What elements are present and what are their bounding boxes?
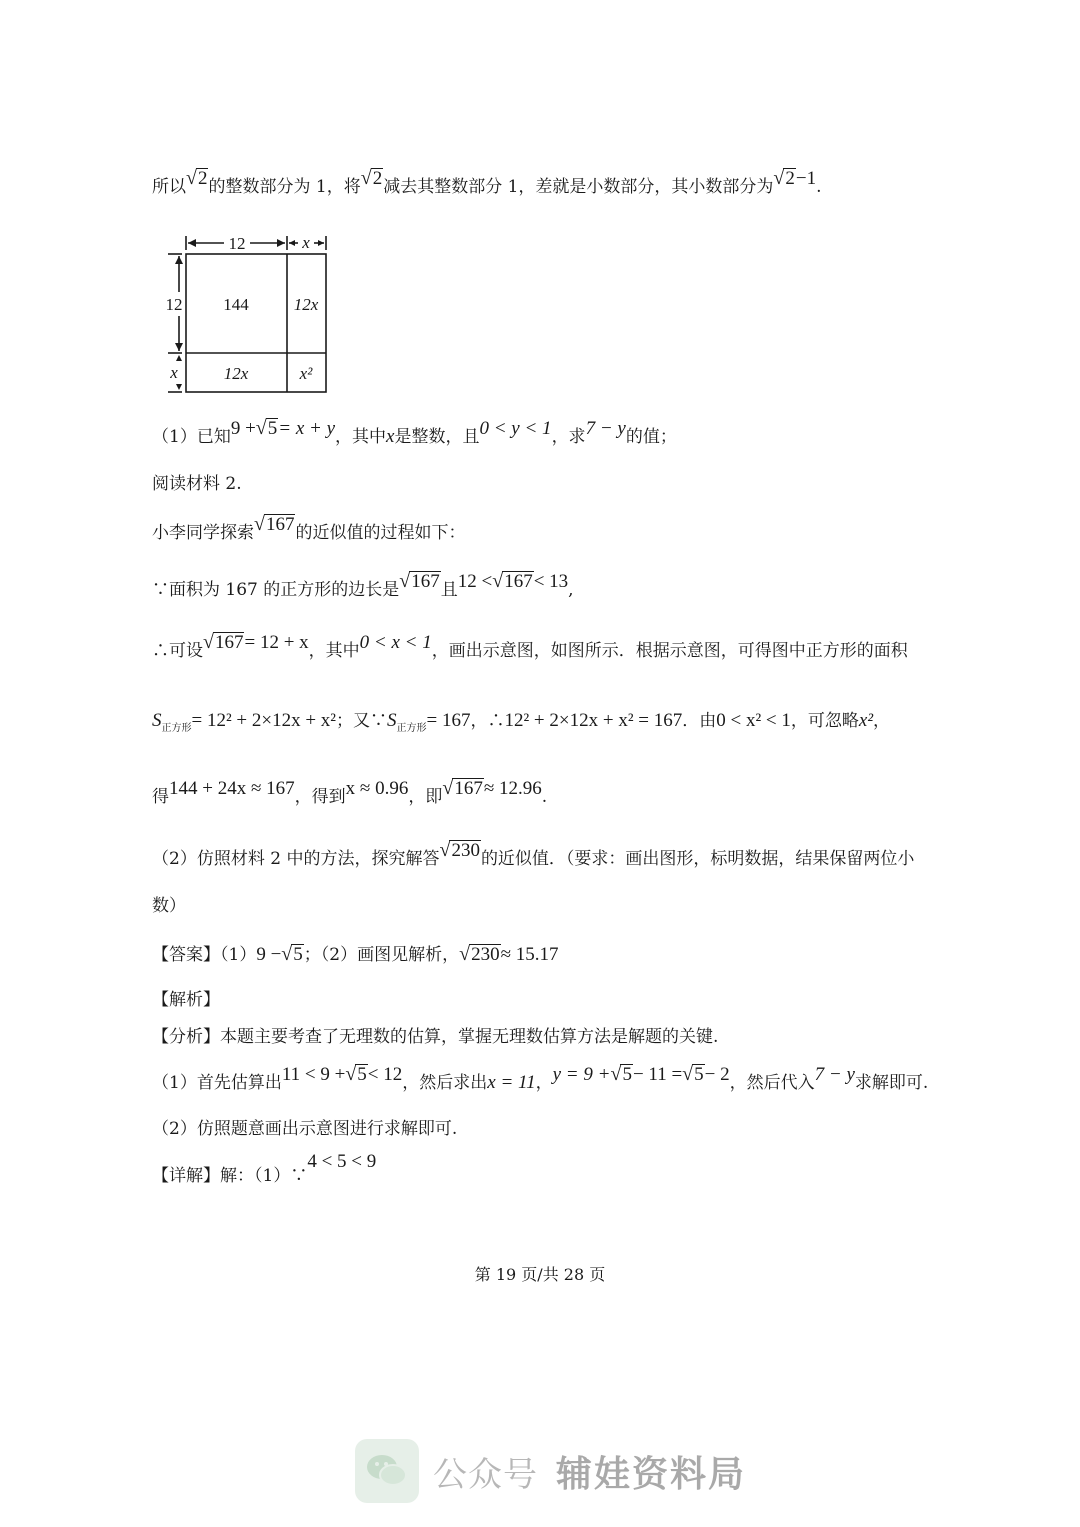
text-line-8 xyxy=(152,777,548,808)
text: 【答案】（1） xyxy=(152,945,257,965)
math-approx-expr: 144 + 24x ≈ 167 xyxy=(169,778,295,799)
arrow-head xyxy=(188,239,196,247)
math-x-approx: x ≈ 0.96 xyxy=(345,778,409,799)
arrow-head xyxy=(176,384,182,390)
math-equation: 9 +√5= x + y xyxy=(230,417,336,439)
text-line-13: 【分析】本题主要考查了无理数的估算，掌握无理数估算方法是解题的关键. xyxy=(152,1027,719,1047)
text: . xyxy=(541,787,548,807)
arrow-head xyxy=(175,256,183,264)
text: , xyxy=(568,580,574,600)
arrow-head xyxy=(289,240,295,246)
text: ；又∵ xyxy=(336,711,388,731)
math-area-expr: = 12² + 2×12x + x² xyxy=(191,710,337,731)
wechat-icon xyxy=(355,1439,419,1503)
text-line-14 xyxy=(152,1063,929,1094)
cell-12x-top: 12x xyxy=(293,295,319,314)
label-top-12: 12 xyxy=(228,234,246,253)
text: ，画出示意图，如图所示．根据示意图，可得图中正方形的面积 xyxy=(431,641,908,661)
page-number: 第 19 页/共 28 页 xyxy=(474,1265,606,1284)
text: ，然后代入 xyxy=(729,1073,815,1093)
text: ，可忽略 xyxy=(790,711,859,731)
text: （1）已知 xyxy=(152,427,231,447)
math-sqrt2: √2 xyxy=(360,167,383,189)
math-sqrt167: √167 xyxy=(254,513,295,535)
math-x-eq-11: x = 11 xyxy=(487,1072,536,1093)
text-line-6 xyxy=(152,631,908,662)
watermark-name: 辅娃资料局 xyxy=(556,1453,747,1495)
watermark xyxy=(355,1438,746,1504)
cell-12x-bottom: 12x xyxy=(223,364,249,383)
text: 求解即可. xyxy=(854,1073,929,1093)
math-x-range: 0 < x < 1 xyxy=(359,632,432,653)
label-side-12: 12 xyxy=(165,295,183,314)
text: 的近似值的过程如下： xyxy=(295,523,466,543)
text-line-5 xyxy=(152,570,574,601)
text: （2）仿照材料 2 中的方法，探究解答 xyxy=(152,849,440,869)
arrow-head xyxy=(176,355,182,361)
text: ， xyxy=(873,711,891,731)
text-line-2 xyxy=(152,417,677,448)
label-side-x: x xyxy=(170,363,178,382)
cell-144: 144 xyxy=(223,295,249,314)
cell-x2: x² xyxy=(299,364,313,383)
math-estimate: 11 < 9 +√5< 12 xyxy=(281,1063,403,1085)
arrow-head xyxy=(175,343,183,351)
text-line-7 xyxy=(152,711,890,734)
text: 是整数，且 xyxy=(394,427,480,447)
text-line-15: （2）仿照题意画出示意图进行求解即可. xyxy=(152,1119,458,1139)
math-sqrt167: √167 xyxy=(399,570,440,592)
math-answer-2: √230≈ 15.17 xyxy=(459,943,559,965)
math-sqrt230: √230 xyxy=(439,839,480,861)
math-x: x xyxy=(386,426,395,447)
math-sqrt2: √2 xyxy=(186,167,208,189)
text-line-4 xyxy=(152,513,466,544)
text: ，其中 xyxy=(335,427,387,447)
text: 得 xyxy=(152,787,169,807)
text: ；（2）画图见解析， xyxy=(303,945,460,965)
math-x2-range: 0 < x² < 1 xyxy=(716,710,791,731)
math-7-minus-y: 7 − y xyxy=(585,418,626,439)
text: ，其中 xyxy=(308,641,360,661)
text-line-3: 阅读材料 2. xyxy=(152,474,242,494)
math-x2: x² xyxy=(858,710,874,731)
text: ， xyxy=(535,1073,553,1093)
math-7-minus-y: 7 − y xyxy=(814,1064,855,1085)
text-line-12: 【解析】 xyxy=(152,990,220,1010)
math-sqrt167-approx: √167≈ 12.96 xyxy=(442,777,542,799)
text: ，然后求出 xyxy=(402,1073,488,1093)
text: ．由 xyxy=(682,711,717,731)
math-eq-167: = 167 xyxy=(426,710,471,731)
text: 小李同学探索 xyxy=(152,523,254,543)
text: ，求 xyxy=(551,427,586,447)
text: 【详解】解：（1）∵ xyxy=(152,1166,308,1186)
text: 的值； xyxy=(625,427,677,447)
text: . xyxy=(816,177,822,197)
text: ∵面积为 167 的正方形的边长是 xyxy=(152,580,400,600)
arrow-head xyxy=(277,239,285,247)
math-answer-1: 9 −√5 xyxy=(256,943,303,965)
text-line-10: 数） xyxy=(152,896,186,916)
watermark-label: 公众号 xyxy=(433,1454,538,1495)
math-assumption: √167= 12 + x xyxy=(203,631,309,653)
text: ∴可设 xyxy=(152,641,203,661)
text-line-11 xyxy=(152,944,559,966)
text-line-9 xyxy=(152,839,915,870)
math-S-square: $S_{正方形}$ xyxy=(152,710,192,734)
math-y-eq: y = 9 +√5− 11 =√5− 2 xyxy=(552,1063,730,1085)
text: 减去其整数部分 1，差就是小数部分，其小数部分为 xyxy=(383,177,774,197)
area-diagram xyxy=(162,230,342,400)
text: ，∴ xyxy=(470,711,505,731)
text-line-16 xyxy=(152,1151,377,1186)
arrow-head xyxy=(318,240,324,246)
text: 的近似值．（要求：画出图形，标明数据，结果保留两位小 xyxy=(480,849,915,869)
text: ，得到 xyxy=(294,787,346,807)
math-sum-expr: 12² + 2×12x + x² = 167 xyxy=(504,710,683,731)
label-top-x: x xyxy=(302,233,310,252)
text-line-1 xyxy=(152,167,822,198)
math-S-square: $S_{正方形}$ xyxy=(387,710,427,734)
math-y-range: 0 < y < 1 xyxy=(479,418,552,439)
math-inequality: 12 <√167< 13 xyxy=(457,570,569,592)
text: （1）首先估算出 xyxy=(152,1073,282,1093)
text: 且 xyxy=(440,580,458,600)
text: 的整数部分为 1，将 xyxy=(208,177,361,197)
text: ，即 xyxy=(408,787,443,807)
math-sqrt2-minus-1: √2−1 xyxy=(773,167,817,189)
text: 所以 xyxy=(152,177,186,197)
math-4-5-9: 4 < 5 < 9 xyxy=(307,1151,377,1172)
